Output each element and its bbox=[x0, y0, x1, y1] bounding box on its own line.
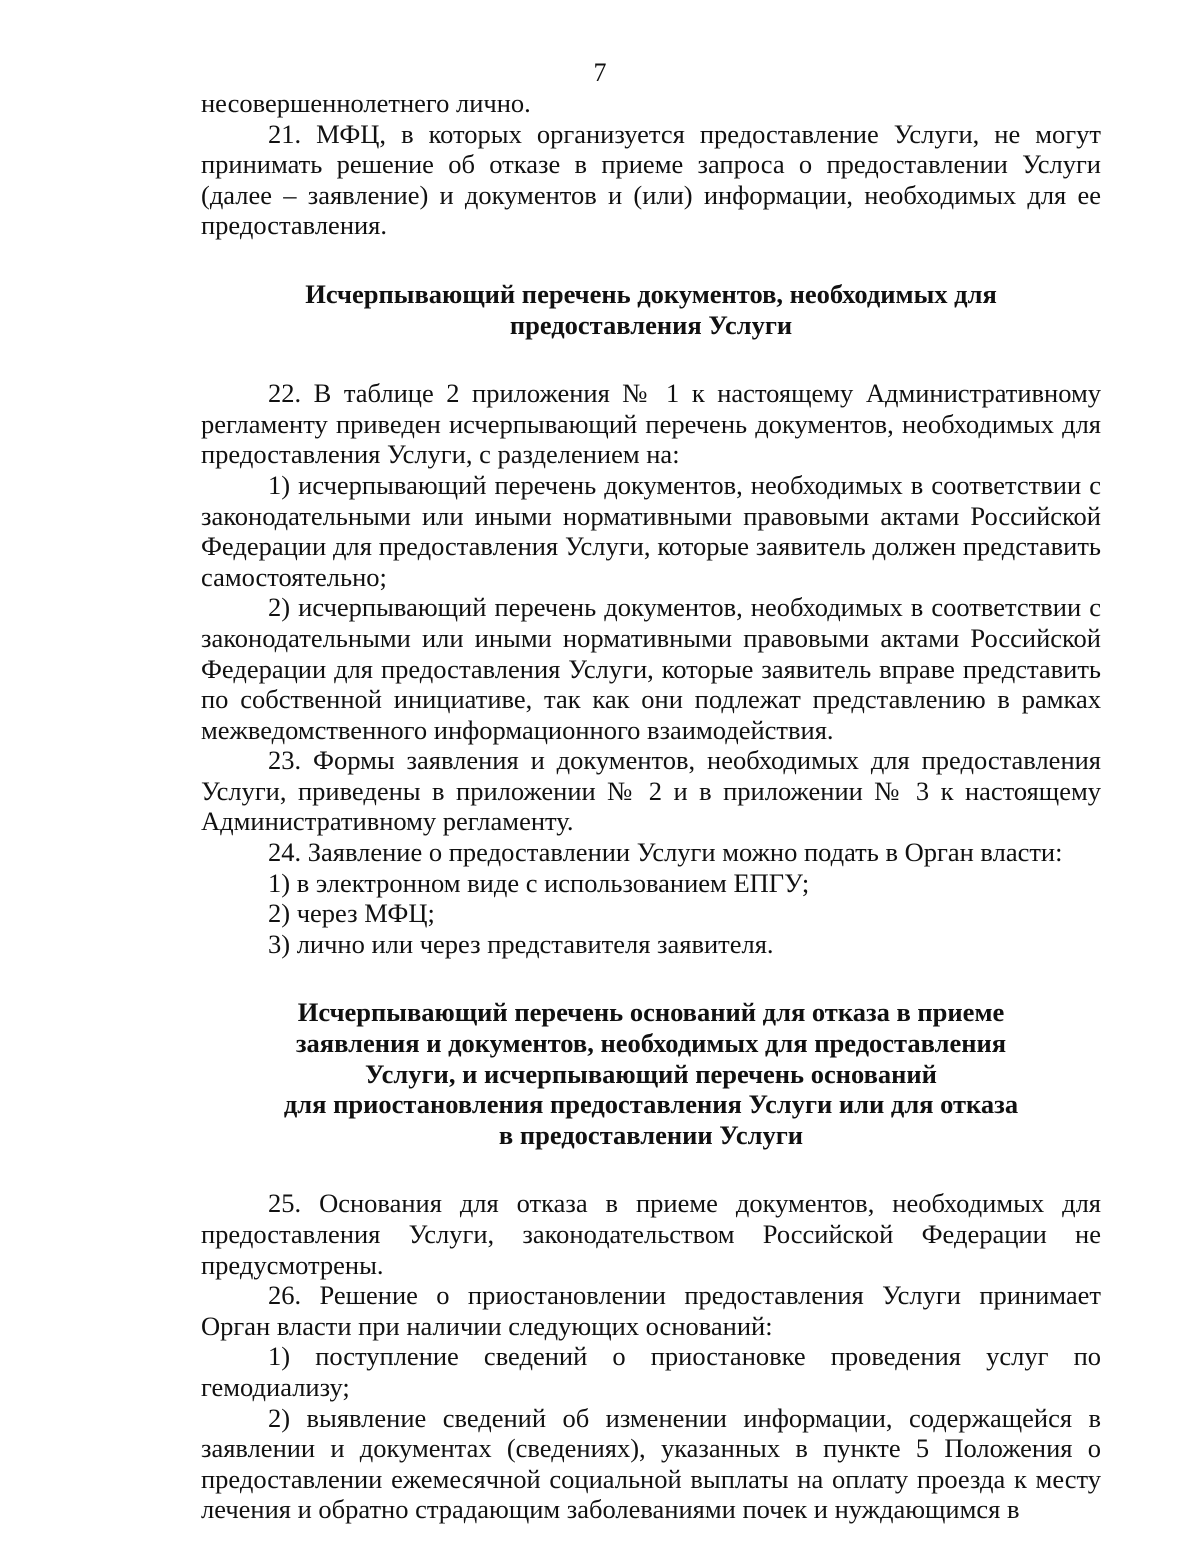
paragraph-24-item-1: 1) в электронном виде с использованием ЕПГУ; bbox=[268, 867, 810, 898]
paragraph-22: 22. В таблице 2 приложения № 1 к настоящему Административному регламенту приведен исчерпывающий перечень документов, необходимых для предоставления Услуги, с разделением на: bbox=[201, 378, 1101, 470]
paragraph-24-item-3: 3) лично или через представителя заявителя. bbox=[268, 928, 774, 959]
paragraph-24: 24. Заявление о предоставлении Услуги можно подать в Орган власти: bbox=[268, 837, 1063, 868]
section-heading-documents bbox=[201, 279, 1101, 340]
heading-line: для приостановления предоставления Услуги или для отказа bbox=[283, 1089, 1019, 1120]
document-body bbox=[201, 88, 1101, 1525]
paragraph-26: 26. Решение о приостановлении предоставления Услуги принимает Орган власти при наличии следующих оснований: bbox=[201, 1280, 1101, 1341]
paragraph-21: 21. МФЦ, в которых организуется предоставление Услуги, не могут принимать решение об отказе в приеме запроса о предоставлении Услуги (далее – заявление) и документов и (или) информации, необходимых для ее предоставления. bbox=[201, 118, 1101, 241]
heading-line: Услуги, и исчерпывающий перечень оснований bbox=[365, 1058, 937, 1089]
section-heading-refusal-grounds bbox=[201, 997, 1101, 1150]
paragraph-22-item-2: 2) исчерпывающий перечень документов, необходимых в соответствии с законодательными или иными нормативными правовыми актами Российской Федерации для предоставления Услуги, которые заявитель вправе представить по собственной инициативе, так как они подлежат представлению в рамках межведомственного информационного взаимодействия. bbox=[201, 592, 1101, 745]
heading-line: в предоставлении Услуги bbox=[498, 1119, 804, 1150]
heading-line: предоставления Услуги bbox=[509, 309, 793, 340]
heading-line: Исчерпывающий перечень оснований для отказа в приеме bbox=[297, 997, 1005, 1028]
paragraph-26-item-2: 2) выявление сведений об изменении информации, содержащейся в заявлении и документах (сведениях), указанных в пункте 5 Положения о предоставлении ежемесячной социальной выплаты на оплату проезда к месту лечения и обратно страдающим заболеваниями почек и нуждающимся в bbox=[201, 1402, 1101, 1525]
paragraph-22-item-1: 1) исчерпывающий перечень документов, необходимых в соответствии с законодательными или иными нормативными правовыми актами Российской Федерации для предоставления Услуги, которые заявитель должен представить самостоятельно; bbox=[201, 469, 1101, 592]
paragraph-26-item-1: 1) поступление сведений о приостановке проведения услуг по гемодиализу; bbox=[201, 1341, 1101, 1402]
paragraph-24-item-2: 2) через МФЦ; bbox=[268, 898, 435, 929]
page-number: 7 bbox=[593, 58, 607, 87]
heading-line: заявления и документов, необходимых для предоставления bbox=[295, 1028, 1007, 1059]
heading-line: Исчерпывающий перечень документов, необходимых для bbox=[305, 278, 997, 309]
paragraph-25: 25. Основания для отказа в приеме документов, необходимых для предоставления Услуги, законодательством Российской Федерации не предусмотрены. bbox=[201, 1188, 1101, 1280]
paragraph-23: 23. Формы заявления и документов, необходимых для предоставления Услуги, приведены в приложении № 2 и в приложении № 3 к настоящему Административному регламенту. bbox=[201, 745, 1101, 837]
paragraph: несовершеннолетнего лично. bbox=[201, 88, 531, 118]
